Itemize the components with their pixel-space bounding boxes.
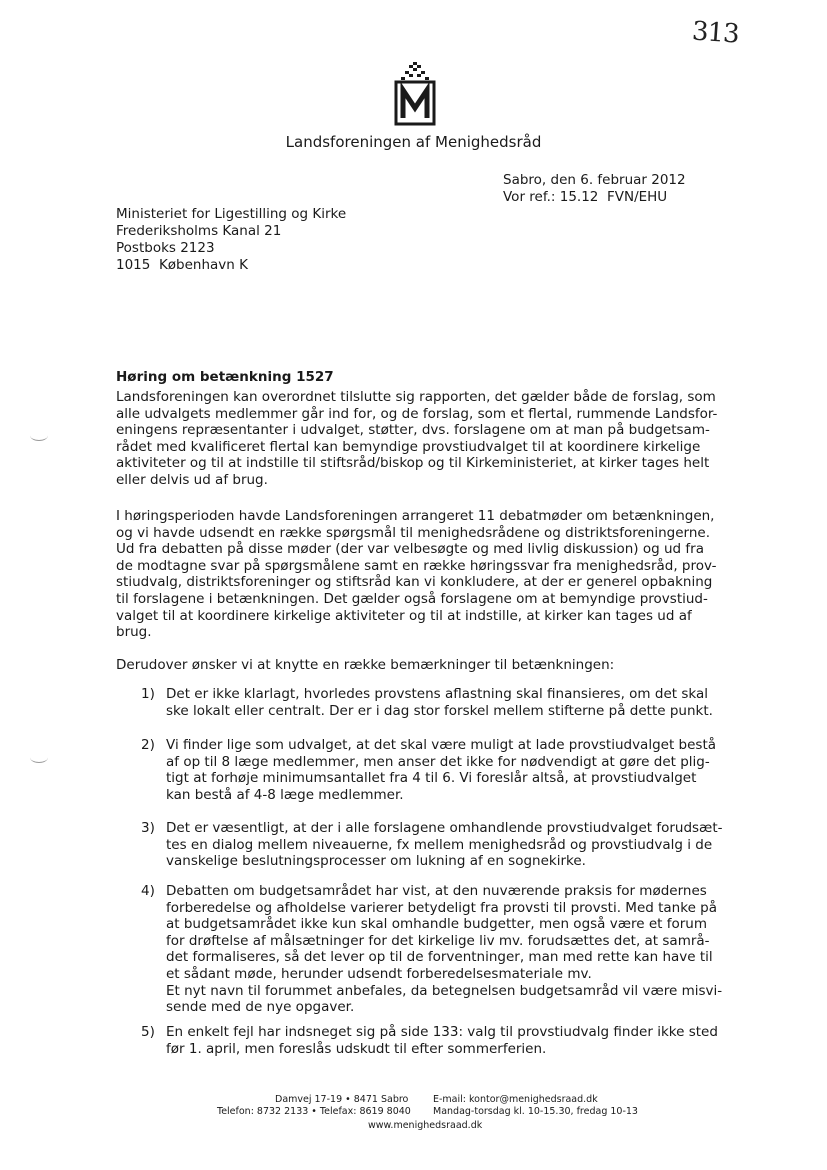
text-line: sende med de nye opgaver.: [166, 999, 355, 1016]
text-line: eningens repræsentanter i udvalget, støtter, dvs. forslagene om at man på budgetsam-: [116, 422, 710, 439]
punch-hole-mark: [30, 752, 48, 763]
organization-name: Landsforeningen af Menighedsråd: [285, 133, 542, 151]
address-line: Frederiksholms Kanal 21: [116, 223, 282, 239]
date-reference-block: [503, 172, 686, 206]
footer-phone: Telefon: 8732 2133 • Telefax: 8619 8040: [217, 1106, 411, 1117]
text-line: Vi finder lige som udvalget, at det skal være muligt at lade provstiudvalget bestå: [166, 737, 717, 753]
text-line: til forslagene i betænkningen. Det gælder også forslagene om at bemyndige provstiud-: [116, 590, 708, 607]
text-line: og vi havde udsendt en række spørgsmål til menighedsrådene og distriktsforeningerne.: [116, 524, 710, 541]
punch-hole-mark: [30, 430, 48, 441]
text-line: I høringsperioden havde Landsforeningen arrangeret 11 debatmøder om betænkningen,: [116, 508, 715, 524]
text-line: af op til 8 læge medlemmer, men anser det ikke for nødvendigt at gøre det plig-: [166, 753, 710, 770]
paragraph-1: [116, 389, 728, 489]
text-line: at budgetsamrådet ikke kun skal omhandle budgetter, men også være et forum: [166, 916, 707, 933]
text-line: Det er væsentligt, at der i alle forslagene omhandlende provstiudvalget forudsæt-: [166, 820, 723, 836]
text-line: vanskelige beslutningsprocesser om lukning af en sognekirke.: [166, 853, 586, 870]
text-line: valget til at koordinere kirkelige aktiviteter og til at indstille, at kirker kan tages ud af: [116, 607, 692, 624]
paragraph-2: [116, 508, 728, 641]
text-line: kan bestå af 4-8 læge medlemmer.: [166, 786, 404, 803]
text-line: stiudvalg, distriktsforeninger og stiftsråd kan vi konkludere, at der er generel opbakning: [116, 574, 713, 591]
handwritten-page-number: 313: [691, 16, 740, 50]
text-line: aktiviteter og til at indstille til stiftsråd/biskop og til Kirkeministeriet, at kirker tages helt: [116, 455, 710, 472]
text-line: før 1. april, men foreslås udskudt til efter sommerferien.: [166, 1040, 547, 1057]
text-line: et sådant møde, herunder udsendt forberedelsesmateriale mv.: [166, 965, 592, 982]
text-line: Det er ikke klarlagt, hvorledes provstens aflastning skal finansieres, om det skal: [166, 686, 708, 702]
text-line: alle udvalgets medlemmer går ind for, og de forslag, som et flertal, rummende Landsfor-: [116, 405, 718, 422]
footer-email: E-mail: kontor@menighedsraad.dk: [433, 1094, 598, 1105]
item-number: 4): [141, 883, 155, 899]
text-line: Et nyt navn til forummet anbefales, da betegnelsen budgetsamråd vil være misvi-: [166, 982, 723, 999]
text-line: det formaliseres, så det lever op til de forventninger, man med rette kan have til: [166, 949, 713, 966]
footer-hours: Mandag-torsdag kl. 10-15.30, fredag 10-13: [433, 1106, 638, 1117]
reference-line: Vor ref.: 15.12 FVN/EHU: [503, 189, 668, 205]
letter-subject: Høring om betænkning 1527: [116, 369, 334, 385]
text-line: En enkelt fejl har indsneget sig på side 133: valg til provstiudvalg finder ikke sted: [166, 1024, 718, 1040]
footer-website: www.menighedsraad.dk: [368, 1120, 483, 1131]
text-line: forberedelse og afholdelse varierer betydeligt fra provsti til provsti. Med tanke på: [166, 899, 718, 916]
text-line: Landsforeningen kan overordnet tilslutte sig rapporten, det gælder både de forslag, som: [116, 389, 716, 405]
organization-logo: [392, 62, 438, 126]
footer-address: Damvej 17-19 • 8471 Sabro: [275, 1094, 409, 1105]
text-line: tes en dialog mellem niveauerne, fx mellem menighedsråd og provstiudvalg i de: [166, 836, 713, 853]
date-line: Sabro, den 6. februar 2012: [503, 172, 686, 188]
text-line: eller delvis ud af brug.: [116, 471, 268, 488]
text-line: Ud fra debatten på disse møder (der var velbesøgte og med livlig diskussion) og ud fra: [116, 541, 704, 558]
item-number: 5): [141, 1024, 155, 1040]
item-number: 3): [141, 820, 155, 836]
recipient-address: [116, 206, 346, 274]
text-line: Debatten om budgetsamrådet har vist, at den nuværende praksis for mødernes: [166, 883, 707, 899]
address-line: Postboks 2123: [116, 240, 215, 256]
address-line: Ministeriet for Ligestilling og Kirke: [116, 206, 347, 222]
address-line: 1015 København K: [116, 257, 249, 273]
text-line: tigt at forhøje minimumsantallet fra 4 til 6. Vi foreslår altså, at provstiudvalget: [166, 770, 697, 787]
item-number: 1): [141, 686, 155, 702]
paragraph-3: [116, 657, 728, 674]
text-line: Derudover ønsker vi at knytte en række bemærkninger til betænkningen:: [116, 657, 615, 673]
text-line: de modtagne svar på spørgsmålene samt en række høringssvar fra menighedsråd, prov-: [116, 557, 717, 574]
text-line: for drøftelse af målsætninger for det kirkelige liv mv. forudsættes det, at samrå-: [166, 932, 710, 949]
text-line: rådet med kvalificeret flertal kan bemyndige provstiudvalget til at koordinere kirkelige: [116, 438, 701, 455]
item-number: 2): [141, 737, 155, 753]
text-line: brug.: [116, 624, 152, 641]
text-line: ske lokalt eller centralt. Der er i dag stor forskel mellem stifterne på dette punkt.: [166, 702, 713, 719]
